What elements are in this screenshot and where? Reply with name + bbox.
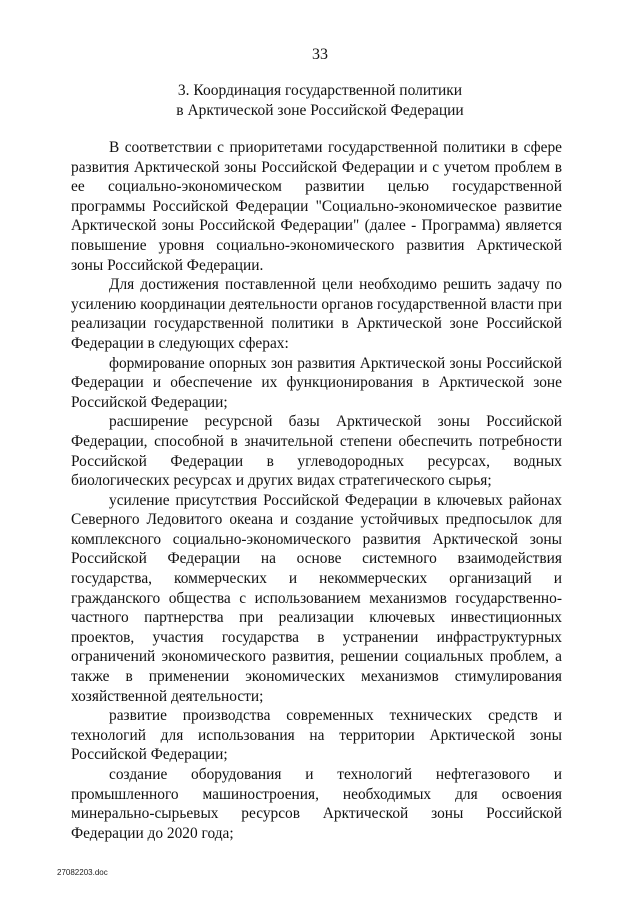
paragraph-goal: В соответствии с приоритетами государственной политики в сфере развития Арктической зоны Российской Федерации и с учетом проблем в ее социально-экономическом развитии целью государственной программы Российской Федерации "Социально-экономическое развитие Арктической зоны Российской Федерации" (далее - Программа) является повышение уровня социально-экономического развития Арктической зоны Российской Федерации. [71, 139, 562, 274]
section-heading [0, 81, 640, 121]
paragraph-support-zones: формирование опорных зон развития Арктической зоны Российской Федерации и обеспечение их функционирования в Арктической зоне Российской Федерации; [71, 354, 562, 411]
body-text [71, 138, 562, 843]
paragraph-presence: усиление присутствия Российской Федерации в ключевых районах Северного Ледовитого океана и создание устойчивых предпосылок для комплексного социально-экономического развития Арктической зоны Российской Федерации на основе системного взаимодействия государства, коммерческих и некоммерческих организаций и гражданского общества с использованием механизмов государственно-частного партнерства при реализации ключевых инвестиционных проектов, участия государства в устранении инфраструктурных ограничений экономического развития, решении социальных проблем, а также в применении экономических механизмов стимулирования хозяйственной деятельности; [71, 491, 562, 705]
section-heading-line-2: в Арктической зоне Российской Федерации [176, 102, 464, 119]
page-number: 33 [312, 46, 328, 63]
paragraph-equipment: создание оборудования и технологий нефтегазового и промышленного машиностроения, необходимых для освоения минерально-сырьевых ресурсов Арктической зоны Российской Федерации до 2020 года; [71, 766, 562, 842]
section-heading-line-1: 3. Координация государственной политики [177, 82, 463, 99]
paragraph-task: Для достижения поставленной цели необходимо решить задачу по усилению координации деятельности органов государственной власти при реализации государственной политики в Арктической зоне Российской Федерации в следующих сферах: [71, 276, 562, 352]
paragraph-resource-base: расширение ресурсной базы Арктической зоны Российской Федерации, способной в значительной степени обеспечить потребности Российской Федерации в углеводородных ресурсах, водных биологических ресурсах и других видах стратегического сырья; [71, 413, 562, 490]
paragraph-technical-means: развитие производства современных технических средств и технологий для использования на территории Арктической зоны Российской Федерации; [71, 707, 562, 764]
footer-file-code: 27082203.doc [57, 868, 108, 877]
